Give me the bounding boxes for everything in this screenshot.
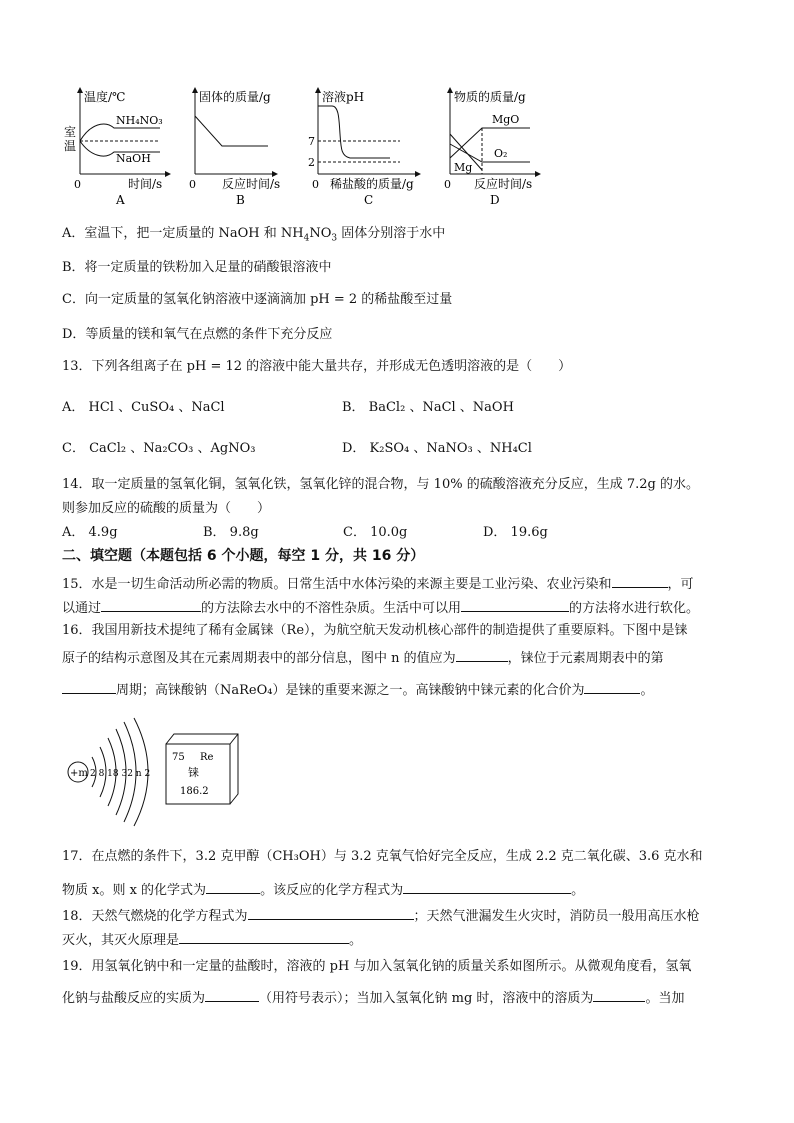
graph-c-tick-low: 2: [308, 156, 315, 169]
graph-b-ylabel: 固体的质量/g: [199, 90, 271, 104]
atom-nucleus: +m: [70, 768, 88, 779]
q15-blank-3[interactable]: [461, 599, 569, 612]
graph-b-xlabel: 反应时间/s: [222, 177, 281, 191]
graph-a-curve-bottom: NaOH: [116, 152, 151, 165]
graph-c-letter: C: [364, 193, 374, 207]
q17-blank-1[interactable]: [206, 881, 260, 894]
graph-a-ylabel: 温度/℃: [84, 90, 126, 104]
q19-blank-2[interactable]: [593, 989, 645, 1002]
q15-blank-2[interactable]: [101, 599, 201, 612]
cell-name: 铼: [188, 766, 199, 779]
graph-d-origin: 0: [444, 178, 451, 191]
section-2-heading: 二、填空题（本题包括 6 个小题，每空 1 分，共 16 分）: [62, 548, 425, 564]
graph-b-origin: 0: [189, 178, 196, 191]
graph-b: [189, 89, 280, 207]
graph-c-xlabel: 稀盐酸的质量/g: [330, 177, 414, 191]
q18-line-2: 灭火，其灭火原理是 。: [62, 933, 363, 948]
q14-stem-2: 则参加反应的硫酸的质量为（ ）: [62, 501, 271, 516]
graph-c-ylabel: 溶液pH: [322, 90, 365, 104]
rhenium-figure: [62, 712, 252, 832]
graph-c: [308, 89, 418, 207]
q12-option-b: B．将一定质量的铁粉加入足量的硝酸银溶液中: [62, 260, 332, 275]
q17-blank-2[interactable]: [403, 881, 571, 894]
graph-a-origin: 0: [74, 178, 81, 191]
q18-blank-2[interactable]: [179, 931, 349, 944]
q14-option-c: C． 10.0g: [343, 525, 408, 540]
q14-option-a: A． 4.9g: [62, 525, 118, 540]
q16-blank-1[interactable]: [456, 649, 508, 662]
graph-d-letter: D: [490, 193, 500, 207]
q15-blank-1[interactable]: [612, 575, 668, 588]
cell-atomic-mass: 186.2: [180, 786, 209, 797]
q12-option-d: D．等质量的镁和氧气在点燃的条件下充分反应: [62, 327, 333, 342]
graph-a-letter: A: [116, 193, 125, 207]
graph-c-tick-high: 7: [308, 135, 315, 148]
q16-line-3: 周期；高铼酸钠（NaReO₄）是铼的重要来源之一。高铼酸钠中铼元素的化合价为 。: [62, 681, 654, 700]
graph-d-curve-mgo: MgO: [492, 113, 520, 126]
q15-line-2: 以通过 的方法除去水中的不溶性杂质。生活中可以用 的方法将水进行软化。: [62, 601, 700, 616]
q14-stem-1: 14．取一定质量的氢氧化铜，氢氧化铁，氢氧化锌的混合物，与 10% 的硫酸溶液充分反应，生成 7.2g 的水。: [62, 477, 699, 492]
q16-line-1: 16．我国用新技术提纯了稀有金属铼（Re），为航空航天发动机核心部件的制造提供了重要原料。下图中是铼: [62, 623, 688, 638]
graph-a-room-top: 室: [64, 125, 77, 139]
q13-stem: 13．下列各组离子在 pH = 12 的溶液中能大量共存，并形成无色透明溶液的是（ ）: [62, 359, 572, 374]
q12-option-a: A．室温下，把一定质量的 NaOH 和 $NH_4NO_3$ 固体分别溶于水中: [62, 226, 446, 244]
graph-d-xlabel: 反应时间/s: [474, 177, 533, 191]
q16-blank-3[interactable]: [584, 681, 640, 694]
q13-option-d: D． K₂SO₄ 、NaNO₃ 、NH₄Cl: [342, 441, 532, 456]
graph-d-ylabel: 物质的质量/g: [454, 90, 526, 104]
graph-d: [444, 89, 538, 207]
q19-line-1: 19．用氢氧化钠中和一定量的盐酸时，溶液的 pH 与加入氢氧化钠的质量关系如图所示。从微观角度看，氢氧: [62, 959, 692, 974]
periodic-table-cell: [166, 734, 238, 804]
q18-blank-1[interactable]: [248, 907, 414, 920]
atom-structure-diagram: [68, 718, 150, 826]
graph-a-xlabel: 时间/s: [128, 177, 163, 191]
graph-a-curve-top: NH₄NO₃: [116, 114, 163, 127]
graph-d-curve-mg: Mg: [454, 161, 473, 174]
q17-line-1: 17．在点燃的条件下，3.2 克甲醇（CH₃OH）与 3.2 克氧气恰好完全反应，生成 2.2 克二氧化碳、3.6 克水和: [62, 849, 703, 864]
graph-d-curve-o2: O₂: [494, 147, 508, 160]
q14-option-d: D． 19.6g: [483, 525, 548, 540]
q17-line-2: 物质 x。则 x 的化学式为 。该反应的化学方程式为 。: [62, 883, 585, 898]
cell-atomic-number: 75: [172, 752, 185, 763]
q13-option-b: B． BaCl₂ 、NaCl 、NaOH: [342, 400, 514, 415]
graphs-figure: [60, 84, 560, 214]
q18-line-1: 18．天然气燃烧的化学方程式为 ；天然气泄漏发生火灾时，消防员一般用高压水枪: [62, 909, 700, 924]
graph-b-letter: B: [236, 193, 245, 207]
q13-option-a: A． HCl 、CuSO₄ 、NaCl: [62, 400, 225, 415]
cell-symbol: Re: [200, 752, 214, 763]
q16-line-2: 原子的结构示意图及其在元素周期表中的部分信息，图中 n 的值应为 ，铼位于元素周期表中的第: [62, 651, 664, 666]
atom-shells: 2 8 18 32 n 2: [90, 769, 151, 779]
q14-option-b: B． 9.8g: [203, 525, 259, 540]
graph-a-room-bottom: 温: [64, 139, 77, 153]
q15-line-1: 15．水是一切生命活动所必需的物质。日常生活中水体污染的来源主要是工业污染、农业污染和 ，可: [62, 577, 694, 592]
q12-option-c: C．向一定质量的氢氧化钠溶液中逐滴滴加 pH = 2 的稀盐酸至过量: [62, 292, 453, 307]
q19-line-2: 化钠与盐酸反应的实质为 （用符号表示）；当加入氢氧化钠 mg 时，溶液中的溶质为 。当加: [62, 991, 685, 1006]
q19-blank-1[interactable]: [205, 989, 259, 1002]
graph-c-origin: 0: [312, 178, 319, 191]
q16-blank-2[interactable]: [62, 681, 116, 694]
q13-option-c: C． CaCl₂ 、Na₂CO₃ 、AgNO₃: [62, 441, 256, 456]
graph-a: [64, 89, 168, 207]
